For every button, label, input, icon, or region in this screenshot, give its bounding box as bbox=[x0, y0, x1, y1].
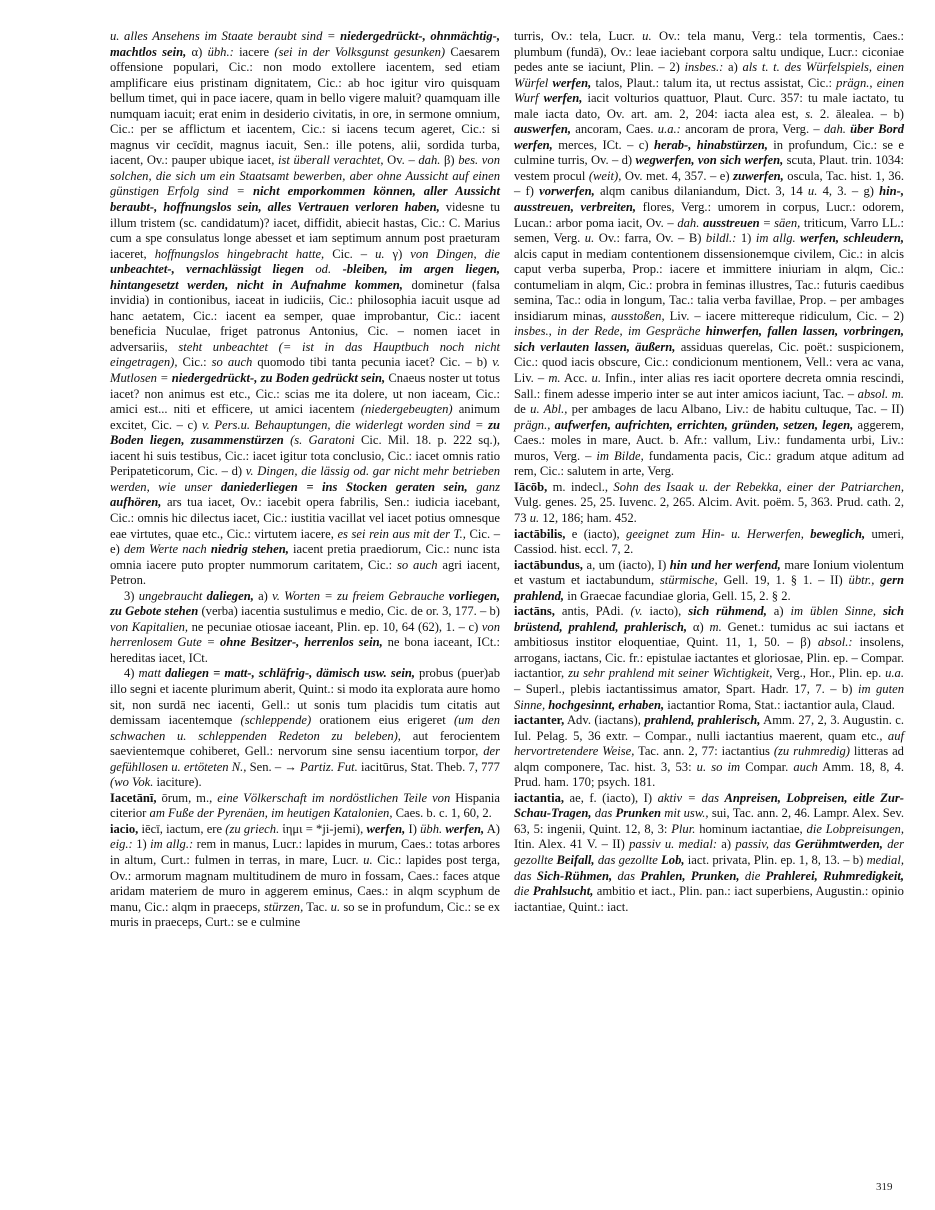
headword: iactanter, bbox=[514, 713, 565, 728]
entry-text: eig.: bbox=[110, 837, 133, 852]
entry-text: Prahlerei, Ruhmredigkeit, bbox=[765, 868, 904, 883]
entry-text: in Graecae facundiae gloria, Gell. 15, 2. § 2. bbox=[564, 588, 791, 603]
entry-text: (schleppende) bbox=[240, 713, 312, 728]
entry-text: ist überall verachtet, bbox=[277, 153, 384, 168]
entry-text: od. bbox=[303, 262, 343, 277]
entry-text: bes. von solchen, die sich um ein Staatsamt bewerben, aber ohne Aussicht auf einen günstigen Erfolg sind = bbox=[110, 153, 500, 199]
entry-text: turris, Ov.: tela, Lucr. bbox=[514, 29, 643, 43]
entry-text: bildl.: bbox=[705, 231, 737, 246]
entry-text: u. bbox=[330, 899, 341, 914]
entry-text: a) bbox=[723, 60, 743, 75]
entry-text: iacent pretia praediorum, Cic.: nunc ista omnia iacere puto propter nummorum caritatem, Cic.: bbox=[110, 542, 500, 572]
entry-text: ancoram, Caes. bbox=[571, 122, 658, 137]
entry-text: u. bbox=[529, 510, 540, 525]
entry-text: insbes., in der Rede, im Gespräche bbox=[514, 324, 706, 339]
entry-text: werfen, schleudern, bbox=[800, 231, 904, 246]
entry-text: aufwerfen, aufrichten, errichten, gründen, setzen, legen, bbox=[554, 417, 854, 432]
entry-text: oscula, Tac. hist. 1, 36. – f) bbox=[514, 168, 905, 199]
entry-text: 4) bbox=[124, 666, 139, 681]
headword: Iācōb, bbox=[514, 479, 548, 494]
entry-text: Gerühmtwerden, bbox=[795, 837, 883, 852]
entry-text: mare Ionium violentum et vastum et iactabundum, bbox=[514, 557, 904, 588]
entry-text: u. bbox=[375, 246, 385, 261]
entry-text: so auch bbox=[397, 557, 438, 572]
entry-text: u. bbox=[363, 852, 373, 867]
entry-text: Ov.: farra, Ov. – B) bbox=[594, 231, 706, 246]
entry-text: (sei in der Volksgunst gesunken) bbox=[274, 44, 446, 59]
entry-text: (v. bbox=[630, 604, 643, 619]
entry-text: u. bbox=[584, 231, 595, 246]
entry-text: (zu ruhmredig) bbox=[773, 744, 851, 759]
dictionary-entry bbox=[514, 713, 904, 791]
entry-text: de bbox=[514, 402, 531, 417]
entry-text: das gezollte bbox=[594, 852, 662, 867]
entry-text: das bbox=[612, 868, 641, 883]
entry-text: Verg., Hor., Plin. ep. bbox=[772, 666, 886, 681]
entry-text: steht unbeachtet (= ist in das Hauptbuch noch nicht eingetragen), bbox=[110, 339, 500, 370]
entry-text: e (iacto), bbox=[565, 526, 627, 541]
entry-text: Cic. – e) bbox=[110, 526, 500, 557]
entry-text: α) bbox=[186, 44, 208, 59]
entry-text: geeignet zum Hin- u. Herwerfen, bbox=[626, 526, 811, 541]
entry-text: niedergedrückt-, zu Boden gedrückt sein, bbox=[171, 371, 386, 386]
entry-text: ganz bbox=[467, 479, 500, 494]
entry-text: m. bbox=[709, 619, 722, 634]
entry-text: zu Boden liegen, zusammenstürzen bbox=[110, 417, 500, 448]
entry-text: vorwerfen, bbox=[539, 184, 595, 199]
entry-text: auf hervortretendere Weise, bbox=[514, 728, 904, 759]
entry-text: Ov. – bbox=[383, 153, 419, 168]
entry-text: per ambages de lacu Albano, Liv.: de habitu cultuque, Tac. – II) bbox=[567, 402, 904, 417]
dictionary-entry bbox=[514, 604, 904, 713]
entry-text: a) bbox=[253, 588, 273, 603]
entry-text: scuta, Plaut. trin. 1034: vestem procul bbox=[514, 153, 904, 183]
entry-text: u. so im bbox=[696, 759, 741, 774]
entry-text: prägn., bbox=[514, 417, 555, 432]
entry-text: Ov. met. 4, 357. – e) bbox=[621, 168, 734, 183]
entry-text: Amm. 27, 2, 3. Augustin. c. Iul. Pelag. 5, 36 extr. – Compar., nulli iactantius maerent, quam etc., bbox=[514, 713, 904, 743]
entry-text: Genet.: tumidus ac sui iactans et ambitiosus institor eloquentiae, Quint. 11, 1, 50. – β) bbox=[514, 619, 905, 650]
entry-text: hin und her werfend, bbox=[669, 557, 781, 572]
entry-text: Ov.: tela manu, Verg.: tela tormentis, Caes.: plumbum (fundā), Ov.: leae iaciebant corpora saltu undique, Lucr.: ciconiae pedes ante se iaciunt, Plin. – 2) bbox=[514, 29, 904, 75]
entry-text: am Fuße der Pyrenäen, im heutigen Katalonien, bbox=[149, 806, 393, 821]
entry-text: assiduas querelas, Cic. poët.: suspicionem, Cic.: quod iacis obscure, Cic.: condicionum mentionem, Vell.: vera ac vana, Liv. – bbox=[514, 339, 904, 386]
entry-text: m. bbox=[548, 371, 561, 386]
entry-text: in profundum, Cic.: se e culmine turris, Ov. – d) bbox=[514, 137, 904, 168]
entry-text: aggerem, Caes.: moles in mare, Auct. b. Afr.: vallum, Liv.: fundamenta urbi, Liv.: muros, Verg. – bbox=[514, 417, 904, 463]
dictionary-entry bbox=[110, 791, 500, 822]
entry-text: daliegen = matt-, schläfrig-, dämisch usw. sein, bbox=[164, 666, 415, 681]
entry-text: I) bbox=[405, 821, 421, 836]
entry-text: so auch bbox=[211, 355, 253, 370]
entry-text: Prahlsucht, bbox=[532, 884, 594, 899]
entry-text: dominetur (falsa invidia) in contionibus, iaceat in iudiciis, Cic.: philosophia iacuit usque ad hanc aetatem, Cic.: iacent ea semper, quae improbantur, Cic.: iacent beneficia Nuculae, friget patronus Antonius, Cic. – nomen iacet in adversariis, bbox=[110, 277, 500, 354]
entry-text: alcis caput in mediam contentionem dissensionemque civilem, Cic.: in alcis caput verba superba, Prop.: iacere et immittere iniuriam in alqm, Cic.: contumeliam in alqm, Cic.: probra in feminas illustres, Tac.: futuris caedibus semina, Tac.: odia in longum, Tac.: talia verba favillae, Prop. – per ambages insidiarum minas, bbox=[514, 246, 904, 323]
dictionary-entry bbox=[514, 29, 904, 480]
entry-text: dah. bbox=[677, 215, 703, 230]
entry-text: v. Worten = zu freiem Gebrauche bbox=[272, 588, 449, 603]
entry-text: von Kapitalien, bbox=[110, 619, 189, 634]
entry-text: iacere bbox=[233, 44, 275, 59]
entry-text: antis, PAdi. bbox=[554, 604, 631, 619]
entry-text: Lob, bbox=[661, 852, 685, 867]
headword: iactantia, bbox=[514, 790, 565, 805]
entry-text: iacit volturios quattuor, Plaut. Curc. 357: tu male iactato, tu male iacta dato, Ov. art. am. 2, 204: iacta alea est, bbox=[514, 91, 904, 121]
headword: Iacetānī, bbox=[110, 790, 157, 805]
entry-text: Hispania citerior bbox=[110, 790, 500, 821]
entry-text: flores, Verg.: umorem in corpus, Lucr.: odorem, Lucan.: arbor poma iacit, Ov. – bbox=[514, 200, 904, 230]
entry-text: zu sehr prahlend mit seiner Wichtigkeit, bbox=[568, 666, 773, 681]
entry-text: hochgesinnt, erhaben, bbox=[548, 697, 665, 712]
entry-text: aktiv = das bbox=[657, 790, 725, 805]
entry-text: animum excitet, Cic. – c) bbox=[110, 402, 500, 432]
entry-text: rem in manus, Lucr.: lapides in murum, Caes.: totas arbores in altum, Curt.: fulmen in terras, in mare, Lucr. bbox=[110, 837, 500, 867]
dictionary-entry bbox=[110, 822, 500, 931]
entry-text: Cic. Mil. 18. p. 222 sq.), iacent hi suis testibus, Cic.: iacet igitur tota conclusio, Cic.: iacet omnis ratio Peripateticorum, Cic. – d) bbox=[110, 433, 500, 479]
entry-text: iact. privata, Plin. ep. 1, 8, 13. – b) bbox=[684, 852, 867, 867]
entry-text: umeri, Cassiod. hist. eccl. 7, 2. bbox=[514, 526, 904, 557]
entry-text: ohne Besitzer-, herrenlos sein, bbox=[219, 635, 383, 650]
entry-text: säen, bbox=[774, 215, 801, 230]
entry-text: alqm canibus dilaniandum, Dict. 3, 14 bbox=[594, 184, 808, 199]
entry-text: auswerfen, bbox=[514, 122, 572, 137]
entry-text: passiv, das bbox=[735, 837, 796, 852]
entry-text: ambitio et iact., Plin. pan.: iact superbiens, Augustin.: opinio iactantiae, Quint.: iact. bbox=[514, 884, 904, 914]
page-number: 319 bbox=[876, 1181, 893, 1193]
entry-text: im allg.: bbox=[150, 837, 194, 852]
entry-text: dah. bbox=[418, 153, 441, 168]
entry-text: Gell. 19, 1. § 1. – II) bbox=[717, 573, 849, 588]
entry-text: Compar. bbox=[740, 759, 794, 774]
entry-text: stürzen, bbox=[263, 899, 304, 914]
entry-text: Anpreisen, Lobpreisen, eitle Zur-Schau-Tragen, bbox=[514, 790, 905, 821]
entry-text: Vulg. genes. 25, 25. Iuvenc. 2, 265. Alcim. Avit. poëm. 5, 363. Prud. cath. 2, 73 bbox=[514, 495, 904, 525]
entry-text: ne pecuniae otiosae iaceant, Plin. ep. 10, 64 (62), 1. – c) bbox=[188, 619, 482, 634]
dictionary-entry bbox=[110, 666, 500, 790]
entry-text: Tac. ann. 2, 77: iactantius bbox=[634, 744, 774, 759]
entry-text: daniederliegen = ins Stocken geraten sein, bbox=[220, 479, 468, 494]
entry-text: u. alles Ansehens im Staate beraubt sind = bbox=[110, 29, 341, 43]
dictionary-entry bbox=[514, 480, 904, 527]
entry-text: u.a.: bbox=[657, 122, 681, 137]
entry-text: ars tua iacet, Ov.: iacebit opera fabrilis, Sen.: iudicia iacebant, Cic.: omnis hic dilectus iacet, Cic.: iustitia vacillat vel iacet potius omnesque eae virtutes, quae etc., Cic.: virtutem iacere, bbox=[110, 495, 500, 541]
entry-text: stürmische, bbox=[659, 573, 718, 588]
entry-text: a) bbox=[766, 604, 791, 619]
entry-text: Sich-Rühmen, bbox=[536, 868, 613, 883]
entry-text: werfen, bbox=[366, 821, 406, 836]
entry-text: insbes.: bbox=[684, 60, 724, 75]
entry-text: talos, Plaut.: talum ita, ut rectus assistat, Cic.: bbox=[591, 75, 837, 90]
dictionary-entry bbox=[110, 29, 500, 589]
entry-text: aut ferocientem saevientemque cohiberet, Gell.: nervorum sine sensu iacentium torpor, bbox=[110, 728, 500, 759]
entry-text: m. indecl., bbox=[547, 479, 614, 494]
entry-text: γ) bbox=[384, 246, 411, 261]
entry-text: v. Mutlosen = bbox=[110, 355, 500, 386]
entry-text: iacitūrus, Stat. Theb. 7, 777 bbox=[357, 759, 500, 774]
entry-text: das bbox=[591, 806, 616, 821]
entry-text: medial, das bbox=[514, 852, 904, 883]
entry-text: Caes. b. c. 1, 60, 2. bbox=[392, 806, 492, 821]
entry-text: niedergedrückt-, ohnmächtig-, machtlos sein, bbox=[110, 29, 500, 59]
entry-text: Caesarem offensione populari, Cic.: non modo extollere iacentem, sed etiam amplificare eius pristinam dignitatem, Cic.: ab hoc igitur viro quisquam bellum timet, qui in pace iacere, quam in bello vigere maluit? quamquam ille numquam iacuit; erat enim in desiderio civitatis, in ore, in sermone omnium, Cic.: per se afflictum et iacentem, Cic.: si iacens tecum ageret, Cic.: si magnus vir cecīdit, magnus iacuit, Sen.: ille potens, alii, sordida turba, iacent, Ov.: pauper ubique iacet, bbox=[110, 44, 500, 168]
entry-text: 2. ālealea. – b) bbox=[813, 106, 904, 121]
entry-text: agri iacent, Petron. bbox=[110, 557, 500, 588]
entry-text: ungebraucht bbox=[138, 588, 207, 603]
entry-text: (weit), bbox=[588, 168, 622, 183]
entry-text: dem Werte nach bbox=[123, 542, 211, 557]
entry-text: 3) bbox=[124, 588, 139, 603]
entry-text: Liv. – iacere mittereque ridiculum, Cic. – 2) bbox=[664, 308, 904, 323]
entry-text: im guten Sinne, bbox=[514, 681, 904, 712]
entry-text: u. bbox=[591, 371, 601, 386]
entry-text: so se in profundum, Cic.: se ex muris in praeceps, Curt.: se e culmine bbox=[110, 899, 500, 930]
entry-text: nicht emporkommen können, aller Aussicht beraubt-, hoffnungslos sein, alles Vertrauen verloren haben, bbox=[110, 184, 500, 215]
entry-text: u.a. bbox=[885, 666, 904, 681]
entry-text: = bbox=[759, 215, 775, 230]
entry-text: Cic. – bbox=[324, 246, 376, 261]
entry-text: zuwerfen, bbox=[733, 168, 784, 183]
entry-text: Cic.: lapides post terga, Ov.: armorum magnam multitudinem de muro in fossam, Caes.: faces atque aridam materiem de muro in aggerem eminus, Caes.: in alqm scyphum de manu, Cic.: alqm in praeceps, bbox=[110, 852, 500, 914]
entry-text: wegwerfen, von sich werfen, bbox=[635, 153, 784, 168]
entry-text: dah. bbox=[823, 122, 851, 137]
entry-text: von Dingen, die bbox=[410, 246, 500, 261]
entry-text: sui, Tac. ann. 2, 46. Lampr. Alex. Sev. 63, 5: ingenii, Quint. 12, 8, 3: bbox=[514, 806, 904, 836]
entry-text: -bleiben, im argen liegen, hintangesetzt werden, nicht in Aufnahme kommen, bbox=[110, 262, 500, 292]
entry-text: im allg. bbox=[755, 231, 801, 246]
entry-text: Plur. bbox=[671, 821, 696, 836]
entry-text: werfen, bbox=[552, 75, 592, 90]
entry-text: Prunken bbox=[615, 806, 662, 821]
entry-text: iacto), bbox=[642, 604, 689, 619]
entry-text: (niedergebeugten) bbox=[360, 402, 453, 417]
entry-text: als t. t. des Würfelspiels, einen Würfel bbox=[514, 60, 904, 90]
entry-text: vorliegen, zu Gebote stehen bbox=[110, 588, 500, 619]
entry-text: eine Völkerschaft im nordöstlichen Teile von bbox=[217, 790, 451, 805]
entry-text: Adv. (iactans), bbox=[564, 713, 645, 728]
entry-text: prägn., einen Wurf bbox=[514, 75, 904, 106]
entry-text: werfen, bbox=[445, 821, 485, 836]
entry-text: β) bbox=[440, 153, 459, 168]
entry-text: absol.: bbox=[817, 635, 853, 650]
entry-text: gern prahlend, bbox=[514, 573, 904, 603]
headword: iactābilis, bbox=[514, 526, 566, 541]
entry-text: orationem eius erigeret bbox=[311, 713, 454, 728]
entry-text: im Bilde, bbox=[596, 448, 644, 463]
entry-text: Sohn des Isaak u. der Rebekka, einer der Patriarchen, bbox=[613, 479, 904, 494]
entry-text: (verba) iacentia sustulimus e medio, Cic. de or. 3, 177. – b) bbox=[198, 604, 500, 619]
entry-text: (zu griech. bbox=[225, 821, 280, 836]
headword: iacio, bbox=[110, 821, 139, 836]
entry-text: im üblen Sinne, bbox=[790, 604, 883, 619]
dictionary-entry bbox=[514, 558, 904, 605]
entry-text: (s. Garatoni bbox=[283, 433, 355, 448]
entry-text: absol. m. bbox=[857, 386, 904, 401]
entry-text: hoffnungslos hingebracht hatte, bbox=[154, 246, 325, 261]
entry-text: A) bbox=[484, 821, 501, 836]
entry-text: v. Dingen, die lässig od. gar nicht mehr betrieben werden, wie unser bbox=[110, 464, 500, 494]
entry-text: probus (puer)ab illo segni et iacente plurimum aberit, Quint.: si modo ita explorata aure homo sit, non surdā nec iacenti, Gell.: ut sonis tum placidis tum citatis aut demissam iacentemque bbox=[110, 666, 501, 728]
entry-text: übtr., bbox=[848, 573, 881, 588]
entry-text: Tac. bbox=[303, 899, 331, 914]
entry-text: Amm. 18, 8, 4. Prud. ham. 170; psych. 181. bbox=[514, 759, 904, 790]
entry-text: beweglich, bbox=[810, 526, 866, 541]
entry-text: quomodo tibi tanta pecunia iacet? Cic. – b) bbox=[252, 355, 493, 370]
entry-text: passiv u. medial: bbox=[629, 837, 718, 852]
entry-text: (um den schwachen u. schleppenden Redeton zu beleben), bbox=[110, 713, 500, 743]
entry-text: 1) bbox=[132, 837, 151, 852]
entry-text: die bbox=[514, 884, 533, 899]
entry-text: daliegen, bbox=[206, 588, 254, 603]
entry-text: Prahlen, Prunken, bbox=[640, 868, 740, 883]
dictionary-entry bbox=[514, 791, 904, 915]
entry-text: werfen, bbox=[543, 91, 583, 106]
entry-text: Cnaeus noster ut totus iacet? non animus est etc., Cic.: scias me ita dolere, ut non iaceam, Cic.: amici est... niti et efficere, ut amici iacentem bbox=[110, 371, 500, 417]
entry-text: v. Pers.u. Behauptungen, die widerlegt worden sind = bbox=[201, 417, 489, 432]
entry-text: litteras ad alqm componere, Tac. hist. 3, 53: bbox=[514, 744, 904, 774]
entry-text: matt bbox=[138, 666, 165, 681]
entry-text: ἱημι = *ji-jemi), bbox=[279, 821, 367, 836]
entry-text: ausstreuen bbox=[702, 215, 760, 230]
entry-text: hin-, ausstreuen, verbreiten, bbox=[514, 184, 905, 215]
entry-text: ōrum, m., bbox=[156, 790, 218, 805]
entry-text: sich brüstend, prahlend, prahlerisch, bbox=[514, 604, 904, 634]
entry-text: a, um (iacto), I) bbox=[582, 557, 670, 572]
entry-text: Partiz. Fut. bbox=[300, 759, 358, 774]
entry-text: übh. bbox=[420, 821, 446, 836]
entry-text: merces, ICt. – c) bbox=[552, 137, 654, 152]
entry-text: die Lobpreisungen, bbox=[806, 821, 904, 836]
entry-text: über Bord werfen, bbox=[514, 122, 904, 152]
entry-text: u. bbox=[642, 29, 652, 43]
entry-text: videsne tu illum tristem (sc. candidatum)? iacet, diffidit, abiecit hastas, Cic.: C. Marius cum a spe consulatus longe abesset et iam septimum annum post praeturam iaceret, bbox=[110, 200, 500, 261]
entry-text: – Superl., plebis iactantissimus amator, Spart. Hadr. 17, 7. – b) bbox=[514, 681, 858, 696]
entry-text: ne bona iaceant, ICt.: hereditas iacet, ICt. bbox=[110, 635, 500, 665]
entry-text: (wo Vok. bbox=[110, 775, 154, 790]
right-column bbox=[514, 29, 904, 915]
entry-text: der gefühllosen u. ertöteten N., bbox=[110, 744, 500, 774]
left-column bbox=[110, 29, 500, 931]
entry-text: herab-, hinabstürzen, bbox=[653, 137, 768, 152]
entry-text: α) bbox=[687, 619, 710, 634]
entry-text: 4, 3. – g) bbox=[817, 184, 880, 199]
entry-text: u. Abl., bbox=[530, 402, 568, 417]
entry-text: iactantior Roma, Stat.: iactantior aula, Claud. bbox=[664, 697, 895, 712]
entry-text: Sen. – → bbox=[246, 759, 301, 774]
entry-text: Infin., inter alias res iacit oportere decreta omnia rescindi, Sall.: finem adesse imperio inter se aut inter amicos iaciunt, Tac. – bbox=[514, 371, 904, 401]
entry-text: 12, 186; ham. 452. bbox=[539, 510, 637, 525]
entry-text: prahlend, prahlerisch, bbox=[644, 713, 761, 728]
entry-text: s. bbox=[805, 106, 814, 121]
entry-text: ancoram de prora, Verg. – bbox=[680, 122, 824, 137]
entry-text: unbeachtet-, vernachlässigt liegen bbox=[110, 262, 304, 277]
entry-text: insolens, arrogans, iactans, Cic. fr.: epistulae iactantes et gloriosae, Plin. ep. – Compar. iactantior, bbox=[514, 635, 905, 681]
entry-text: fundamenta pacis, Cic.: gradum atque aditum ad rem, Cic.: salutem in arte, Verg. bbox=[514, 448, 904, 479]
headword: iactāns, bbox=[514, 604, 555, 619]
entry-text: Itin. Alex. 41 V. – II) bbox=[514, 837, 630, 852]
entry-text: u. bbox=[807, 184, 818, 199]
entry-text: übh.: bbox=[207, 44, 234, 59]
headword: iactābundus, bbox=[514, 557, 583, 572]
entry-text: niedrig stehen, bbox=[210, 542, 289, 557]
dictionary-entry bbox=[514, 527, 904, 558]
entry-text: hinwerfen, fallen lassen, vorbringen, sich verlauten lassen, äußern, bbox=[514, 324, 904, 354]
entry-text: ae, f. (iacto), I) bbox=[564, 790, 658, 805]
entry-text: iaciture). bbox=[153, 775, 202, 790]
entry-text: iēcī, iactum, ere bbox=[138, 821, 226, 836]
entry-text: ausstoßen, bbox=[611, 308, 665, 323]
entry-text: Beifall, bbox=[556, 852, 595, 867]
entry-text: a) bbox=[717, 837, 736, 852]
entry-text: Acc. bbox=[560, 371, 592, 386]
entry-text: hominum iactantiae, bbox=[695, 821, 807, 836]
entry-text: triticum, Varro LL.: semen, Verg. bbox=[514, 215, 904, 246]
dictionary-entry bbox=[110, 589, 500, 667]
entry-text: 1) bbox=[736, 231, 756, 246]
entry-text: aufhören, bbox=[110, 495, 162, 510]
entry-text: mit usw., bbox=[661, 806, 709, 821]
entry-text: Cic.: bbox=[177, 355, 212, 370]
entry-text: die bbox=[739, 868, 766, 883]
entry-text: sich rühmend, bbox=[688, 604, 767, 619]
entry-text: von herrenlosem Gute = bbox=[110, 619, 501, 650]
entry-text: es sei rein aus mit der T., bbox=[337, 526, 466, 541]
entry-text: auch bbox=[793, 759, 818, 774]
entry-text: der gezollte bbox=[514, 837, 904, 867]
